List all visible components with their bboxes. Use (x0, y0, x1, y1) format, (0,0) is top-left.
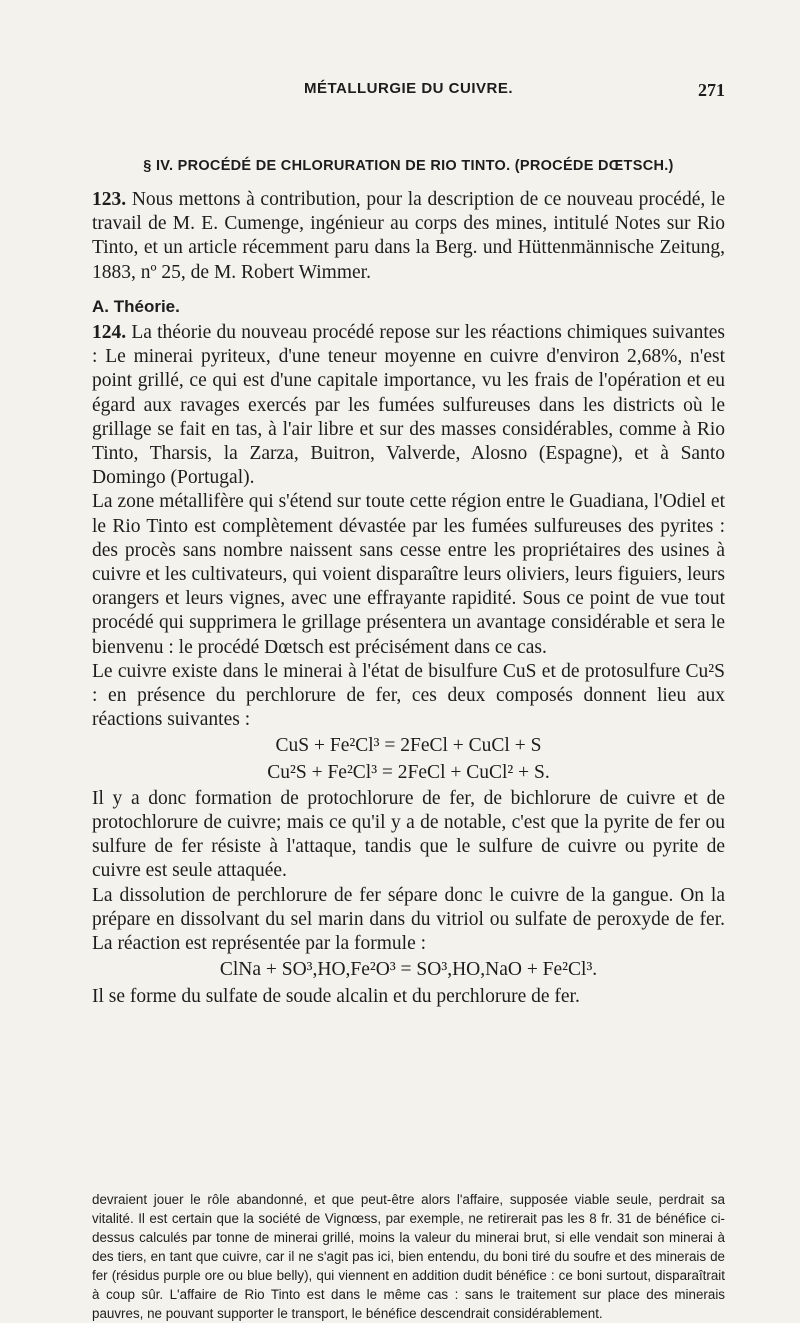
formula-1: CuS + Fe²Cl³ = 2FeCl + CuCl + S (275, 735, 542, 757)
paragraph-123 (92, 188, 725, 285)
footnote-text: devraient jouer le rôle abandonné, et que peut-être alors l'affaire, supposée viable seule, perdrait sa vitalité. Il est certain que la société de Vignœss, par exemple, ne retirerait pas les 8 fr. 31 de bénéfice ci-dessus calculés par tonne de minerai grillé, moins la valeur du minerai brut, si elle vendait son minerai à des tiers, en tant que cuivre, car il ne s'agit pas ici, bien entendu, du boni tiré du soufre et des minerais de fer (résidus purple ore ou blue belly), qui viennent en addition dudit bénéfice : ce boni surtout, disparaîtrait à coup sûr. L'affaire de Rio Tinto est dans le même cas : sans le traitement sur place des minerais pauvres, ne pouvant supporter le transport, le bénéfice descendrait considérablement. (92, 1192, 725, 1321)
paragraph-number: 123. (92, 189, 127, 210)
footnote (92, 1190, 725, 1323)
subsection-heading: A. Théorie. (92, 296, 180, 316)
paragraph-text: Nous mettons à contribution, pour la description de ce nouveau procédé, le travail de M. E. Cumenge, ingénieur au corps des mines, intitulé Notes sur Rio Tinto, et un article récemment paru dans la Berg. und Hüttenmännische Zeitung, 1883, nº 25, de M. Robert Wimmer. (92, 189, 725, 283)
paragraph-sulfate: Il se forme du sulfate de soude alcalin et du perchlorure de fer. (92, 985, 580, 1007)
paragraph-cuivre: Le cuivre existe dans le minerai à l'état de bisulfure CuS et de protosulfure Cu²S : en présence du perchlorure de fer, ces deux composés donnent lieu aux réactions suivantes : (92, 660, 725, 731)
section-title: § IV. PROCÉDÉ DE CHLORURATION DE RIO TINTO. (PROCÉDE DŒTSCH.) (143, 158, 674, 174)
formula-3: ClNa + SO³,HO,Fe²O³ = SO³,HO,NaO + Fe²Cl³. (219, 959, 598, 981)
running-title: MÉTALLURGIE DU CUIVRE. (303, 80, 514, 97)
page-number: 271 (698, 80, 725, 100)
paragraph-zone: La zone métallifère qui s'étend sur toute cette région entre le Guadiana, l'Odiel et le Rio Tinto est complètement dévastée par les fumées sulfureuses des pyrites : des procès sans nombre naissent sans cesse entre les propriétaires des usines à cuivre et les cultivateurs, qui voient disparaître leurs oliviers, leurs figuiers, leurs orangers et leurs vignes, avec une effrayante rapidité. Sous ce point de vue tout procédé qui supprimera le grillage présentera un avantage considérable et sera le bienvenu : le procédé Dœtsch est précisément dans ce cas. (92, 491, 725, 658)
running-head (92, 80, 725, 102)
paragraph-124 (92, 321, 725, 490)
paragraph-text: La théorie du nouveau procédé repose sur les réactions chimiques suivantes : Le minerai pyriteux, d'une teneur moyenne en cuivre d'environ 2,68%, n'est point grillé, ce qui est d'une capitale importance, vu les frais de l'opération et eu égard aux ravages exercés par les fumées sulfureuses dans les districts où le grillage se fait en tas, à l'air libre et sur des masses considérables, comme à Rio Tinto, Tharsis, la Zarza, Buitron, Valverde, Alosno (Espagne), et à Santo Domingo (Portugal). (92, 322, 725, 489)
paragraph-formation: Il y a donc formation de protochlorure de fer, de bichlorure de cuivre et de protochlorure de cuivre; mais ce qu'il y a de notable, c'est que la pyrite de fer ou sulfure de fer résiste à l'attaque, tandis que le sulfure de cuivre ou pyrite de cuivre est seule attaquée. (92, 787, 725, 882)
paragraph-dissolution: La dissolution de perchlorure de fer sépare donc le cuivre de la gangue. On la prépare en dissolvant du sel marin dans du vitriol ou sulfate de peroxyde de fer. La réaction est représentée par la formule : (92, 884, 725, 955)
body-text (92, 188, 725, 1009)
paragraph-number: 124. (92, 322, 127, 344)
formula-2: Cu²S + Fe²Cl³ = 2FeCl + CuCl² + S. (267, 761, 550, 783)
